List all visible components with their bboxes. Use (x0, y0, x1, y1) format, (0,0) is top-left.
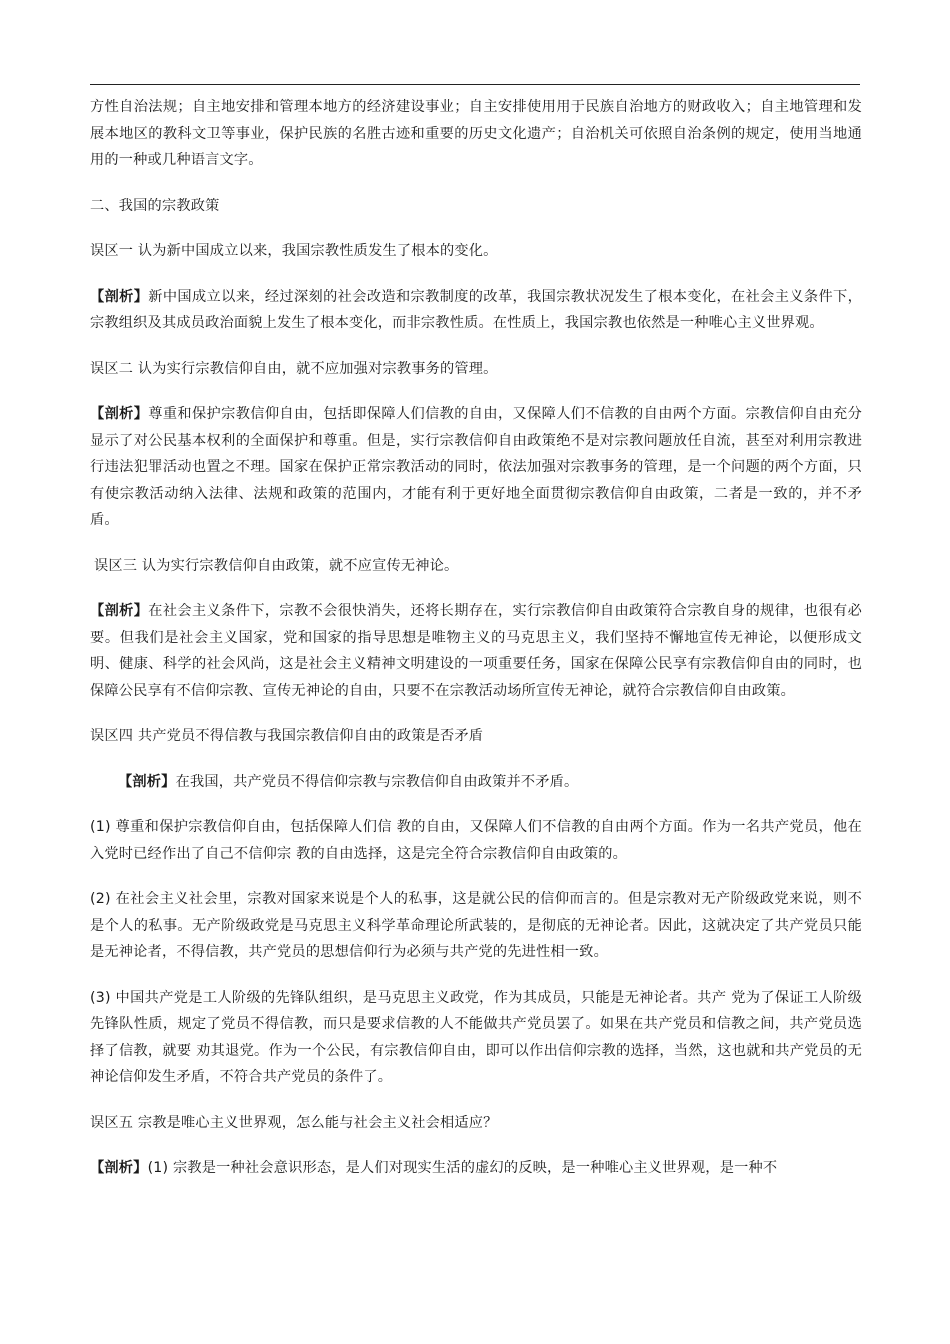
point-text: (2) 在社会主义社会里，宗教对国家来说是个人的私事，这是就公民的信仰而言的。但是宗教对无产阶级政党来说，则不是个人的私事。无产阶级政党是马克思主义科学革命理论所武装的，是彻底的无神论者。因此，这就决定了共产党员只能是无神论者，不得信教，共产党员的思想信仰行为必须与共产党的先进性相一致。 (90, 891, 862, 960)
paragraph-text: 方性自治法规；自主地安排和管理本地方的经济建设事业；自主安排使用用于民族自治地方的财政收入；自主地管理和发展本地区的教科文卫等事业，保护民族的名胜古迹和重要的历史文化遗产；自治机关可依照自治条例的规定，使用当地通用的一种或几种语言文字。 (90, 99, 862, 168)
analysis-2 (90, 401, 862, 534)
misconception-1 (90, 238, 862, 265)
analysis-4-point-1 (90, 814, 862, 867)
analysis-4 (90, 769, 862, 796)
analysis-label: 【剖析】 (90, 1160, 148, 1176)
misconception-text: 误区二 认为实行宗教信仰自由，就不应加强对宗教事务的管理。 (90, 360, 498, 377)
analysis-label: 【剖析】 (90, 603, 149, 619)
header-rule (90, 84, 860, 85)
document-body (90, 94, 862, 1201)
analysis-1 (90, 284, 862, 337)
paragraph-autonomy-rights (90, 94, 862, 174)
analysis-text: 在社会主义条件下，宗教不会很快消失，还将长期存在，实行宗教信仰自由政策符合宗教自身的规律，也很有必要。但我们是社会主义国家，党和国家的指导思想是唯物主义的马克思主义，我们坚持不懈地宣传无神论，以便形成文明、健康、科学的社会风尚，这是社会主义精神文明建设的一项重要任务，国家在保障公民享有宗教信仰自由的同时，也保障公民享有不信仰宗教、宣传无神论的自由，只要不在宗教活动场所宣传无神论，就符合宗教信仰自由政策。 (90, 603, 862, 699)
analysis-3 (90, 598, 862, 704)
analysis-text: (1) 宗教是一种社会意识形态，是人们对现实生活的虚幻的反映，是一种唯心主义世界观，是一种不 (147, 1160, 778, 1176)
analysis-text: 在我国，共产党员不得信仰宗教与宗教信仰自由政策并不矛盾。 (175, 773, 579, 790)
analysis-4-point-3 (90, 985, 862, 1091)
misconception-text: 误区四 共产党员不得信教与我国宗教信仰自由的政策是否矛盾 (90, 728, 484, 744)
analysis-5 (90, 1155, 862, 1182)
analysis-text: 新中国成立以来，经过深刻的社会改造和宗教制度的改革，我国宗教状况发生了根本变化，在社会主义条件下，宗教组织及其成员政治面貌上发生了根本变化，而非宗教性质。在性质上，我国宗教也依然是一种唯心主义世界观。 (90, 288, 862, 331)
analysis-label: 【剖析】 (118, 773, 176, 790)
point-text: (1) 尊重和保护宗教信仰自由，包括保障人们信 教的自由，又保障人们不信教的自由两个方面。作为一名共产党员，他在入党时已经作出了自己不信仰宗 教的自由选择，这是完全符合宗教信仰自由政策的。 (90, 819, 862, 862)
analysis-label: 【剖析】 (90, 288, 149, 305)
section-heading-text: 二、我国的宗教政策 (90, 197, 220, 214)
misconception-2 (90, 356, 862, 383)
misconception-text: 误区五 宗教是唯心主义世界观，怎么能与社会主义社会相适应？ (90, 1114, 498, 1131)
misconception-3 (90, 553, 862, 580)
misconception-text: 误区一 认为新中国成立以来，我国宗教性质发生了根本的变化。 (90, 243, 498, 259)
point-text: (3) 中国共产党是工人阶级的先锋队组织，是马克思主义政党，作为其成员，只能是无神论者。共产 党为了保证工人阶级先锋队性质，规定了党员不得信教，而只是要求信教的人不能做共产党员罢了。如果在共产党员和信教之间，共产党员选择了信教，就要 劝其退党。作为一个公民，有宗教信仰自由，即可以作出信仰宗教的选择，当然，这也就和共产党员的无神论信仰发生矛盾，不符合共产党员的条件了。 (90, 989, 862, 1085)
misconception-4 (90, 723, 862, 750)
analysis-text: 尊重和保护宗教信仰自由，包括即保障人们信教的自由，又保障人们不信教的自由两个方面。宗教信仰自由充分显示了对公民基本权利的全面保护和尊重。但是，实行宗教信仰自由政策绝不是对宗教问题放任自流，甚至对利用宗教进行违法犯罪活动也置之不理。国家在保护正常宗教活动的同时，依法加强对宗教事务的管理，是一个问题的两个方面，只有使宗教活动纳入法律、法规和政策的范围内，才能有利于更好地全面贯彻宗教信仰自由政策，二者是一致的，并不矛盾。 (90, 406, 862, 528)
misconception-5 (90, 1110, 862, 1137)
misconception-text: 误区三 认为实行宗教信仰自由政策，就不应宣传无神论。 (94, 557, 459, 574)
analysis-4-point-2 (90, 886, 862, 966)
section-heading-religion-policy (90, 193, 862, 220)
analysis-label: 【剖析】 (90, 406, 149, 422)
